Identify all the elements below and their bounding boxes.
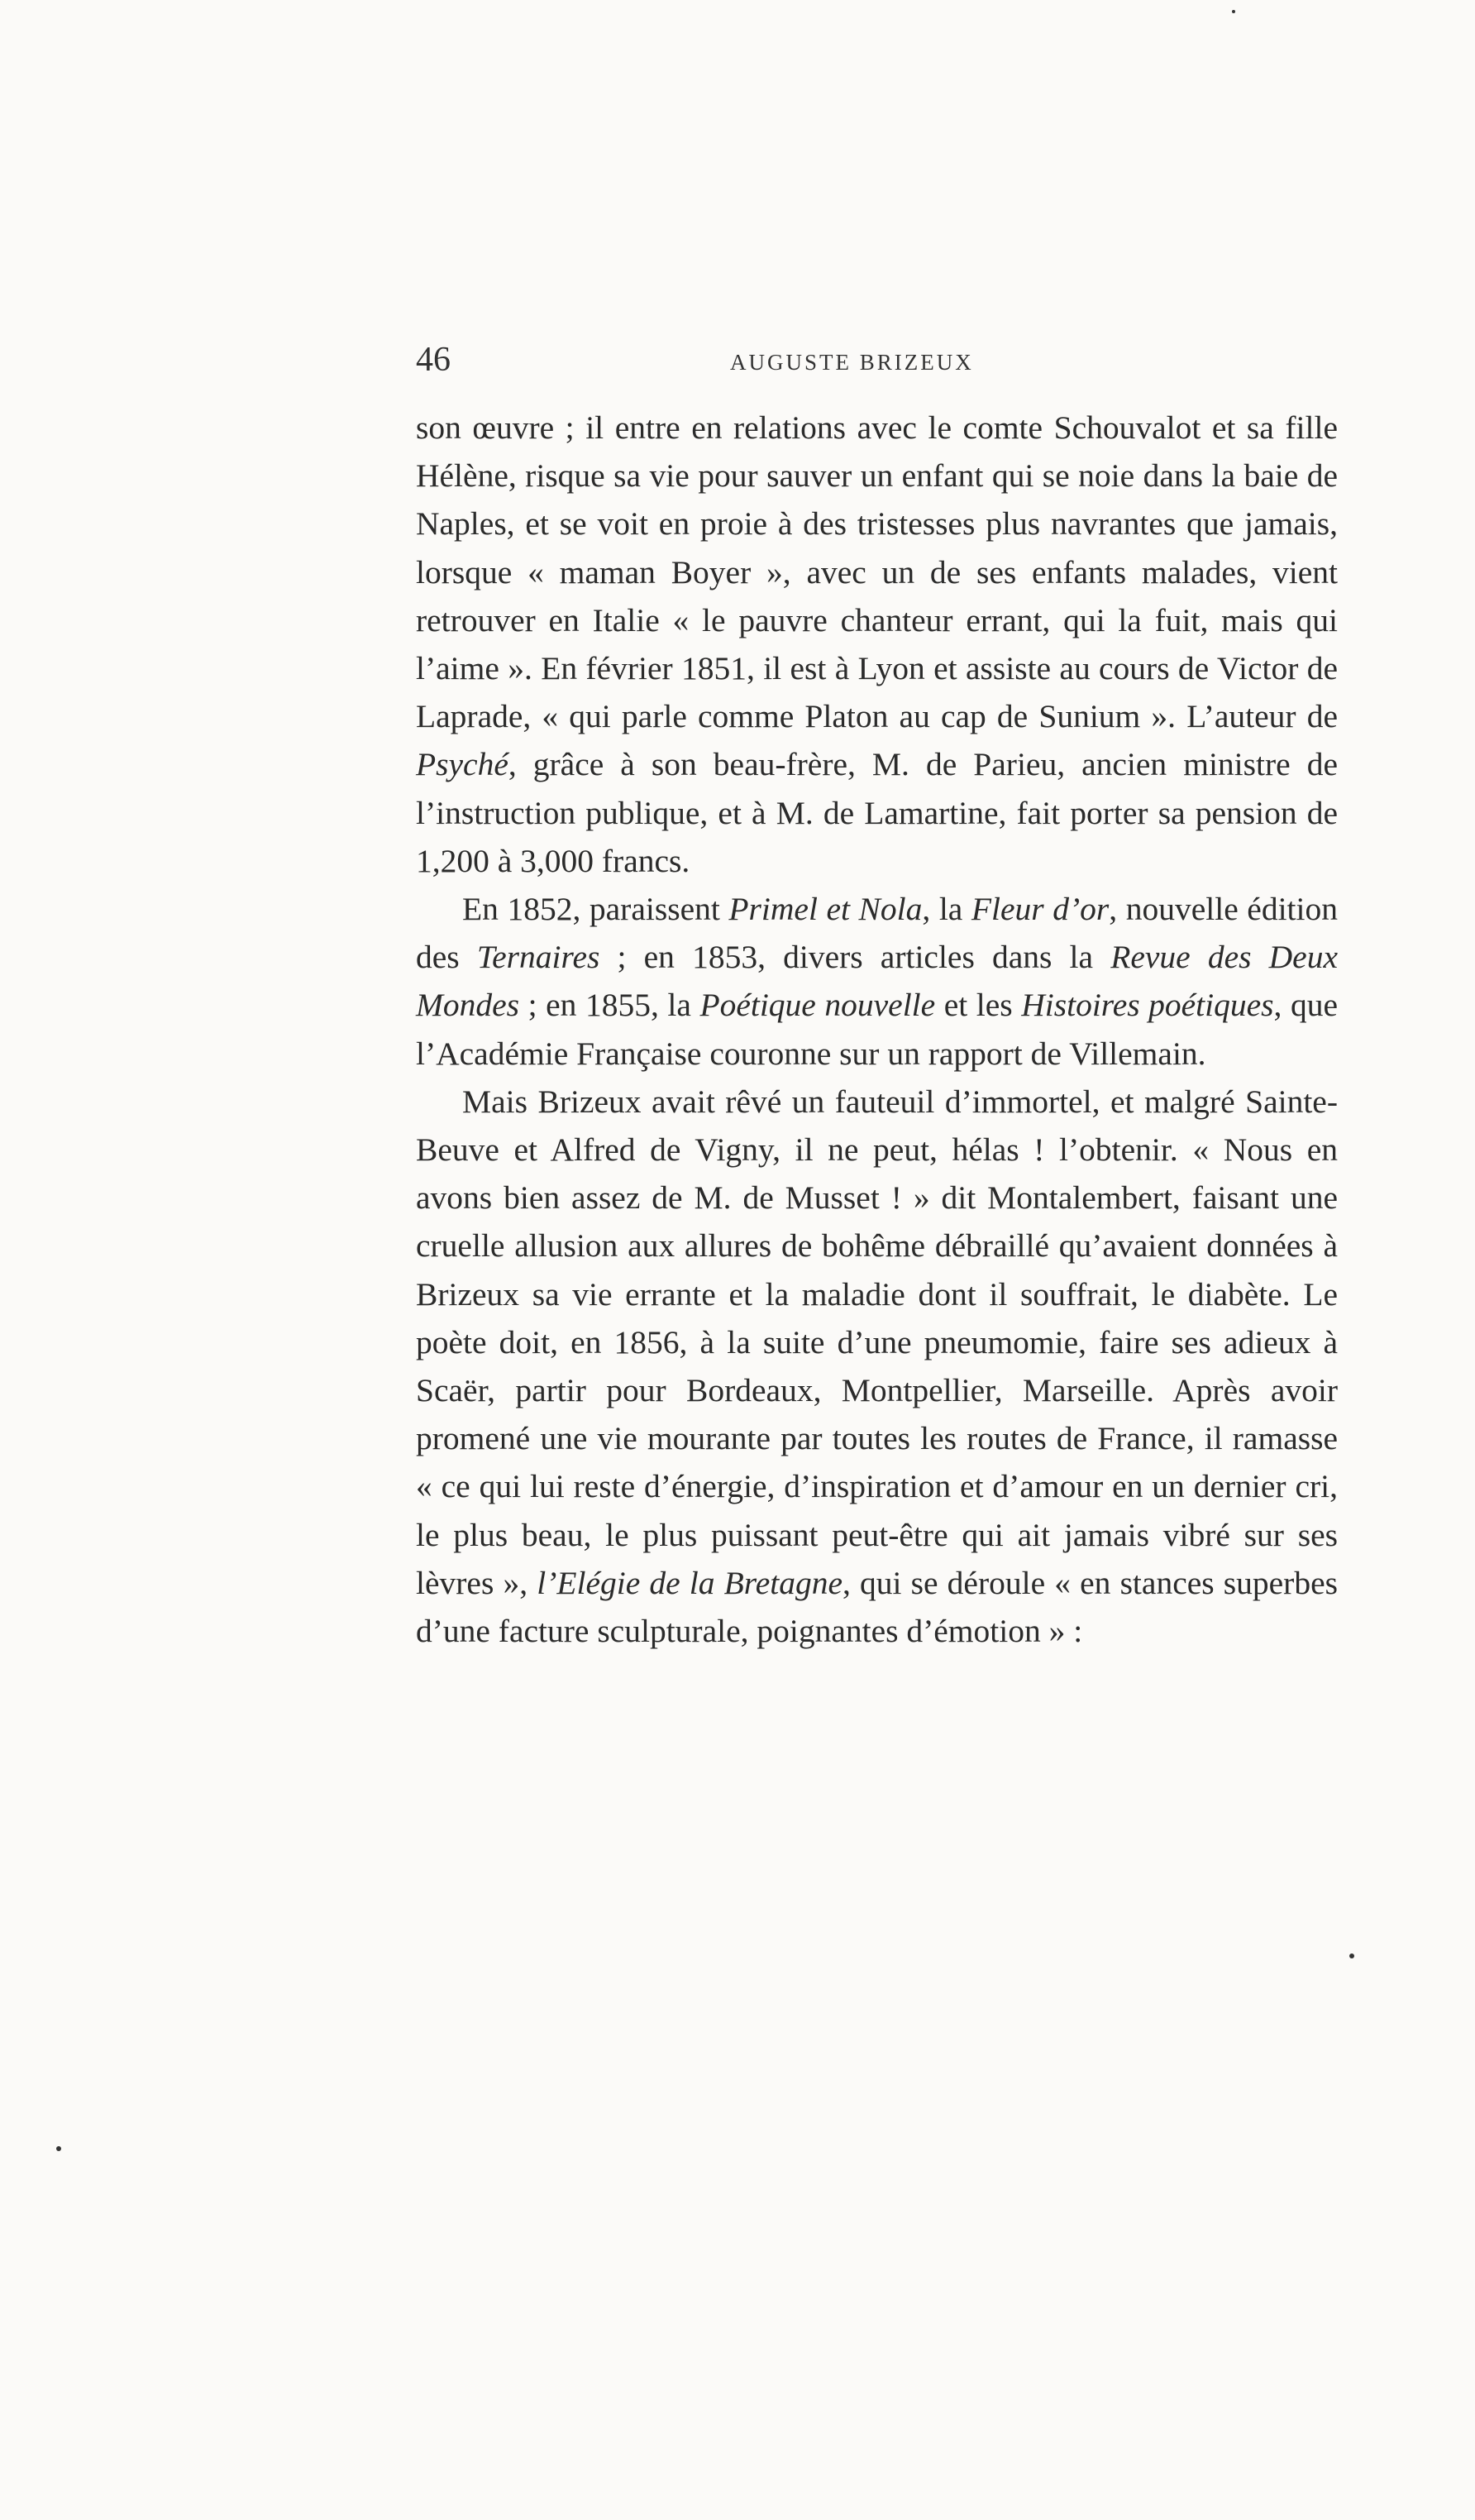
paragraph-2 (416, 885, 1338, 1078)
text-segment: , la (922, 891, 971, 928)
italic-title-revue-des-deux-mondes: Revue des Deux Mondes (416, 939, 1338, 1024)
italic-title-ternaires: Ternaires (476, 939, 600, 976)
paragraph-1 (416, 404, 1338, 885)
text-segment: ; en 1853, divers articles dans la (599, 939, 1111, 976)
text-segment: et les (935, 987, 1022, 1024)
page-number: 46 (416, 341, 451, 379)
text-segment: Mais Brizeux avait rêvé un fauteuil d’immortel, et malgré Sainte-Beuve et Alfred de Vigny, il ne peut, hélas ! l’obtenir. « Nous en avons bien assez de M. de Musset ! » dit Montalembert, faisant une cruelle allusion aux allures de bohême débraillé qu’avaient données à Brizeux sa vie errante et la maladie dont il souffrait, le diabète. Le poète doit, en 1856, à la suite d’une pneumomie, faire ses adieux à Scaër, partir pour Bordeaux, Montpellier, Marseille. Après avoir promené une vie mourante par toutes les routes de France, il ramasse « ce qui lui reste d’énergie, d’inspiration et d’amour en un dernier cri, le plus beau, le plus puissant peut-être qui ait jamais vibré sur ses lèvres », (416, 1083, 1338, 1601)
italic-title-psyche: Psyché (416, 746, 508, 783)
text-segment: , grâce à son beau-frère, M. de Parieu, ancien ministre de l’instruction publique, et à M. de Lamartine, fait porter sa pension de 1,200 à 3,000 francs. (416, 746, 1338, 879)
paper-speck (1349, 1953, 1354, 1958)
text-segment: ; en 1855, la (519, 987, 700, 1024)
text-segment: , qui se déroule « en stances superbes d’une facture sculpturale, poignantes d’émotion » : (416, 1564, 1338, 1650)
italic-title-poetique-nouvelle: Poétique nouvelle (699, 987, 936, 1024)
body-text (416, 404, 1338, 1655)
italic-title-primel-et-nola: Primel et Nola (728, 891, 923, 928)
italic-title-elegie-de-la-bretagne: l’Elégie de la Bretagne (537, 1564, 843, 1601)
italic-title-histoires-poetiques: Histoires poétiques (1021, 987, 1274, 1024)
running-head (416, 335, 1338, 393)
paragraph-3 (416, 1078, 1338, 1655)
italic-title-fleur-dor: Fleur d’or (971, 891, 1110, 928)
text-segment: son œuvre ; il entre en relations avec le comte Schouvalot et sa fille Hélène, risque sa vie pour sauver un enfant qui se noie dans la baie de Naples, et se voit en proie à des tristesses plus navrantes que jamais, lorsque « maman Boyer », avec un de ses enfants malades, vient retrouver en Italie « le pauvre chanteur errant, qui la fuit, mais qui l’aime ». En février 1851, il est à Lyon et assiste au cours de Victor de Laprade, « qui parle comme Platon au cap de Sunium ». L’auteur de (416, 409, 1338, 735)
paper-speck (56, 2146, 61, 2151)
text-segment: En 1852, paraissent (462, 891, 729, 928)
running-title: AUGUSTE BRIZEUX (730, 350, 974, 375)
text-segment: , que l’Académie Française couronne sur un rapport de Villemain. (416, 987, 1339, 1072)
text-segment: , nouvelle édition des (416, 891, 1338, 976)
paper-speck (1232, 10, 1235, 13)
